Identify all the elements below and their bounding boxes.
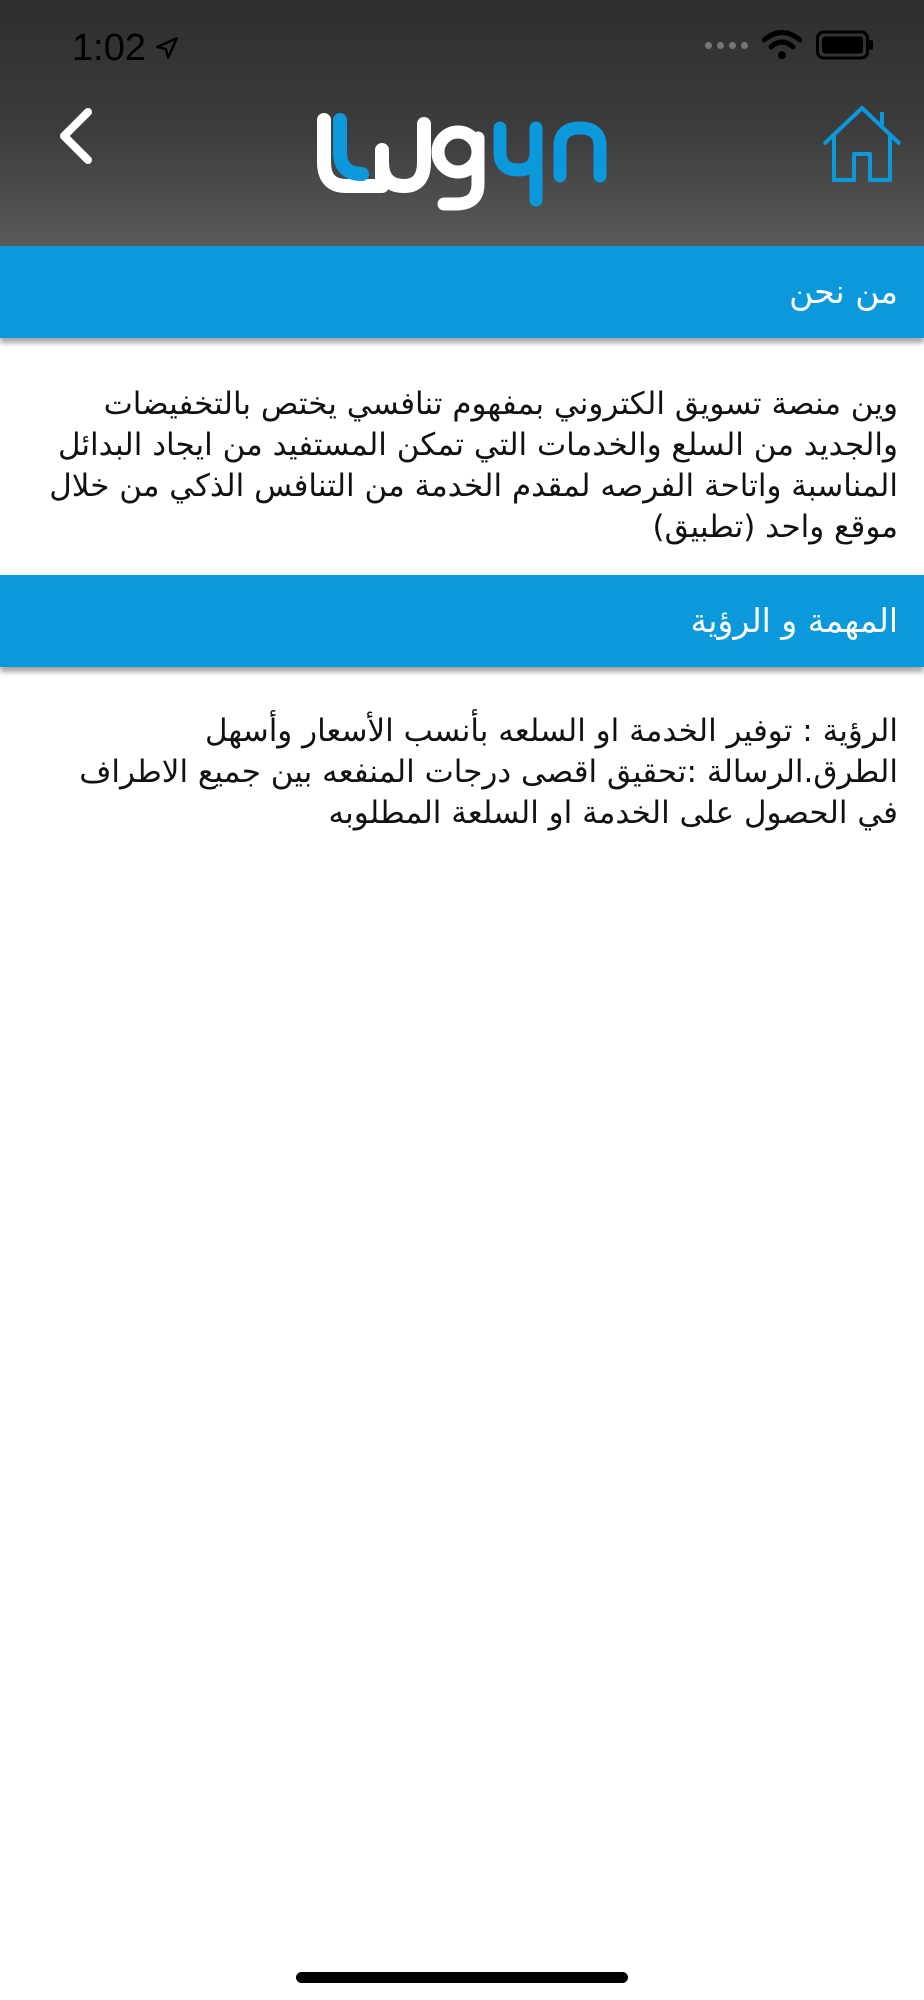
cellular-signal-icon [705,42,748,49]
house-icon [824,108,900,180]
battery-icon [816,30,874,60]
wifi-icon [762,30,802,60]
about-us-text: وين منصة تسويق الكتروني بمفهوم تنافسي يختص بالتخفيضات والجديد من السلع والخدمات التي تمكن المستفيد من ايجاد البدائل المناسبة واتاحة الفرصه لمقدم الخدمة من التنافس الذكي من خلال موقع واحد (تطبيق) [49,386,898,545]
location-arrow-icon [154,35,180,61]
status-bar-time [72,24,180,72]
about-us-header: من نحن [0,246,924,338]
clock: 1:02 [72,27,146,69]
home-indicator[interactable] [296,1972,628,1983]
back-button[interactable] [48,100,104,172]
app-header [0,0,924,246]
status-bar-indicators [705,30,874,60]
chevron-left-icon [64,112,88,160]
mission-vision-text: الرؤية : توفير الخدمة او السلعه بأنسب الأسعار وأسهل الطرق.الرسالة :تحقيق اقصى درجات المنفعه بين جميع الاطراف في الحصول على الخدمة او السلعة المطلوبه [79,713,898,831]
home-button[interactable] [820,104,904,184]
mission-vision-header: المهمة و الرؤية [0,575,924,667]
app-logo [304,104,624,212]
